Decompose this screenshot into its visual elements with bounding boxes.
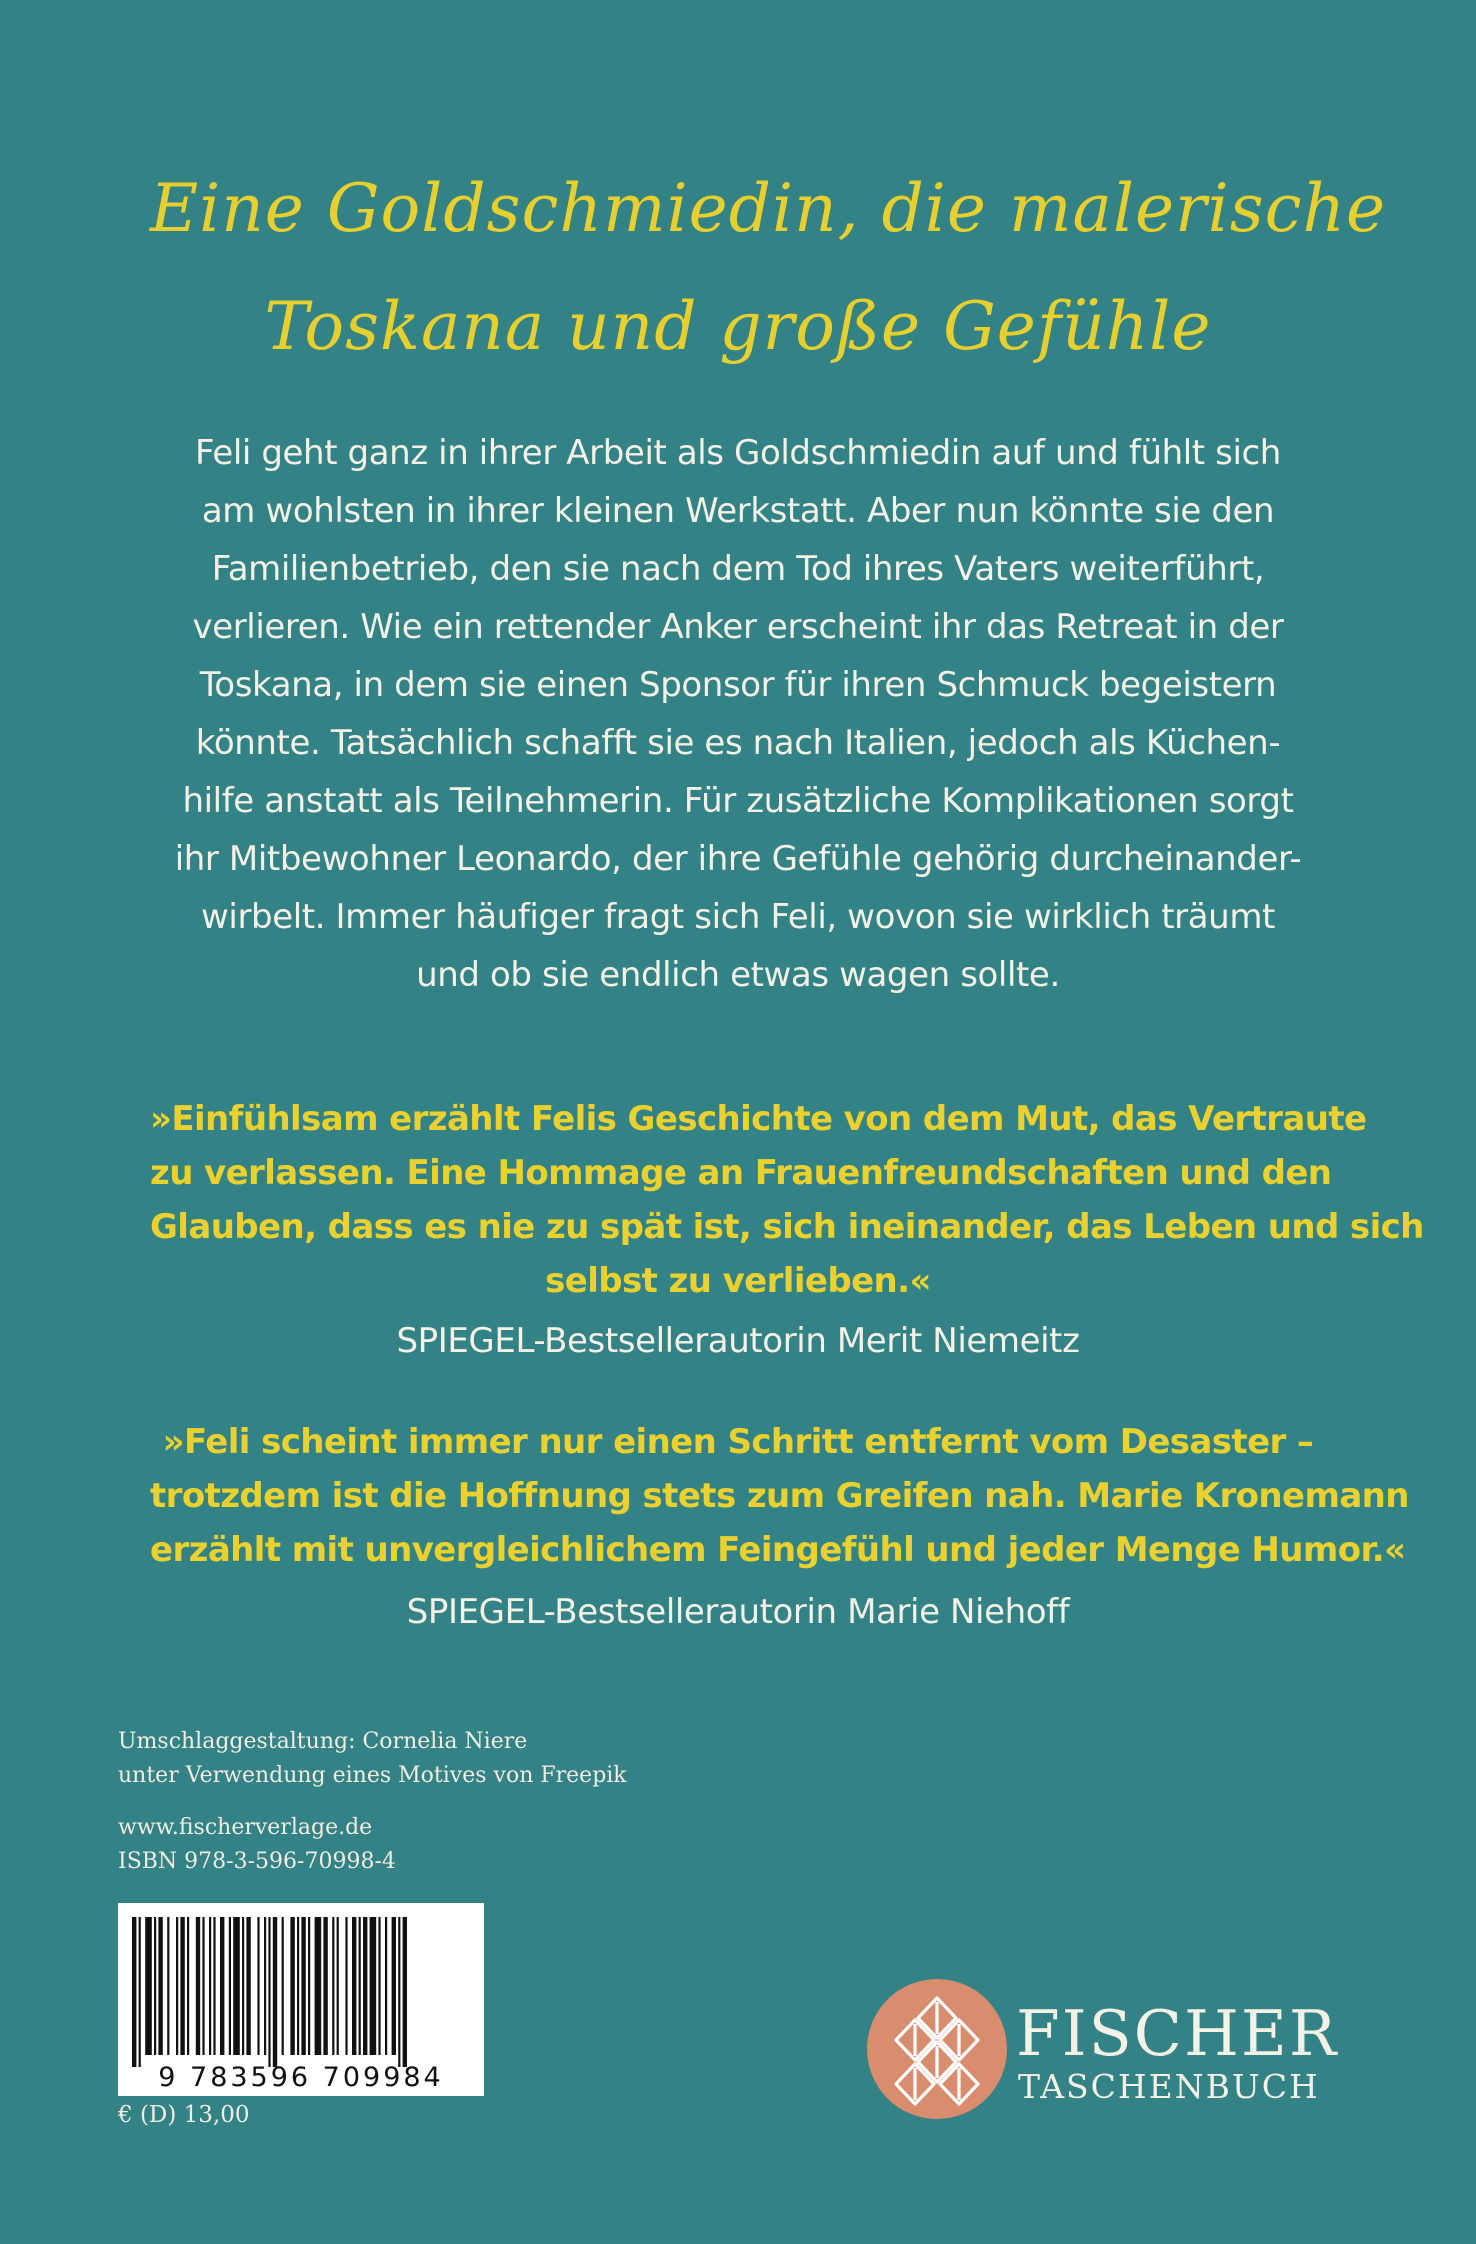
fischer-fish-logo-icon	[866, 1978, 1008, 2120]
quote-line: selbst zu verlieben.«	[545, 1261, 931, 1301]
barcode-bars	[118, 1903, 484, 2096]
quote-line: »Feli scheint immer nur einen Schritt entfernt vom Desaster –	[162, 1422, 1314, 1462]
barcode-bar	[158, 1917, 162, 2055]
barcode-bar	[363, 1917, 367, 2055]
price-label: € (D) 13,00	[118, 2102, 250, 2128]
blurb-line: und ob sie endlich etwas wagen sollte.	[416, 955, 1060, 995]
isbn-barcode	[118, 1903, 484, 2096]
barcode-digits: 9 783596 709984	[158, 2062, 444, 2093]
quote-line: »Einfühlsam erzählt Felis Geschichte von dem Mut, das Vertraute	[150, 1099, 1367, 1139]
tagline-line-1: Eine Goldschmiedin, die malerische	[150, 170, 1387, 247]
isbn-number: ISBN 978-3-596-70998-4	[118, 1849, 396, 1874]
barcode-bar	[359, 1917, 361, 2055]
blurb-line: Feli geht ganz in ihrer Arbeit als Goldschmiedin auf und fühlt sich	[195, 433, 1281, 473]
barcode-bar	[145, 1917, 152, 2055]
cover-tagline	[150, 150, 1387, 386]
blurb-line: Toskana, in dem sie einen Sponsor für ihren Schmuck begeistern	[199, 665, 1277, 705]
barcode-bar	[180, 1917, 184, 2055]
barcode-bar	[187, 1917, 189, 2055]
barcode-bar	[315, 1917, 322, 2055]
blurb-line: verlieren. Wie ein rettender Anker erscheint ihr das Retreat in der	[192, 607, 1284, 647]
blurb-line: ihr Mitbewohner Leonardo, der ihre Gefühle gehörig durcheinander-	[174, 839, 1302, 879]
barcode-bar	[398, 1917, 400, 2067]
quote-line: zu verlassen. Eine Hommage an Frauenfreundschaften und den	[150, 1153, 1332, 1193]
barcode-bar	[132, 1917, 136, 2067]
blurb-line: könnte. Tatsächlich schafft sie es nach Italien, jedoch als Küchen-	[195, 723, 1281, 763]
tagline-line-2: Toskana und große Gefühle	[264, 288, 1212, 365]
barcode-bar	[308, 1917, 310, 2055]
barcode-bar	[301, 1917, 305, 2055]
barcode-bar	[264, 1917, 266, 2055]
barcode-bar	[154, 1917, 156, 2055]
review-quote-2	[150, 1415, 1409, 1577]
barcode-bar	[337, 1917, 339, 2055]
quote-line: Glauben, dass es nie zu spät ist, sich ineinander, das Leben und sich	[150, 1207, 1424, 1247]
barcode-bar	[323, 1917, 327, 2055]
blurb-line: hilfe anstatt als Teilnehmerin. Für zusätzliche Komplikationen sorgt	[182, 781, 1294, 821]
quote-1-attribution: SPIEGEL-Bestsellerautorin Merit Niemeitz	[396, 1321, 1080, 1361]
quote-line: erzählt mit unvergleichlichem Feingefühl und jeder Menge Humor.«	[150, 1530, 1406, 1570]
publisher-name: FISCHER	[1016, 1997, 1339, 2070]
barcode-bar	[345, 1917, 347, 2055]
barcode-bar	[268, 1917, 270, 2067]
barcode-bar	[257, 1917, 259, 2055]
barcode-bar	[297, 1917, 299, 2055]
barcode-bar	[233, 1917, 240, 2055]
barcode-bar	[167, 1917, 169, 2055]
barcode-bar	[213, 1917, 215, 2055]
barcode-bar	[139, 1917, 141, 2067]
blurb-line: Familienbetrieb, den sie nach dem Tod ihres Vaters weiterführt,	[211, 549, 1265, 589]
barcode-bar	[403, 1917, 407, 2067]
cover-design-credit	[118, 1725, 627, 1793]
barcode-bar	[246, 1917, 250, 2055]
barcode-bar	[202, 1917, 204, 2055]
barcode-bar	[273, 1917, 277, 2067]
barcode-bar	[392, 1917, 396, 2055]
barcode-bar	[352, 1917, 356, 2055]
book-blurb	[150, 424, 1326, 1004]
barcode-bar	[220, 1917, 224, 2055]
review-quote-1	[150, 1092, 1424, 1308]
publisher-website: www.fischerverlage.de	[118, 1815, 373, 1840]
barcode-bar	[196, 1917, 200, 2055]
design-credit-line: Umschlaggestaltung: Cornelia Niere	[118, 1729, 528, 1754]
barcode-bar	[332, 1917, 334, 2055]
barcode-bar	[370, 1917, 377, 2055]
blurb-line: am wohlsten in ihrer kleinen Werkstatt. Aber nun könnte sie den	[201, 491, 1275, 531]
barcode-bar	[176, 1917, 178, 2055]
barcode-bar	[229, 1917, 231, 2055]
publisher-imprint: TASCHENBUCH	[1018, 2067, 1320, 2106]
blurb-line: wirbelt. Immer häufiger fragt sich Feli, wovon sie wirklich träumt	[201, 897, 1275, 937]
design-credit-line: unter Verwendung eines Motives von Freepik	[118, 1763, 627, 1788]
quote-2-attribution: SPIEGEL-Bestsellerautorin Marie Niehoff	[406, 1592, 1070, 1632]
barcode-bar	[282, 1917, 284, 2055]
barcode-bar	[290, 1917, 294, 2055]
barcode-bar	[378, 1917, 380, 2055]
quote-line: trotzdem ist die Hoffnung stets zum Greifen nah. Marie Kronemann	[150, 1476, 1409, 1516]
barcode-bar	[385, 1917, 387, 2055]
barcode-bar	[242, 1917, 244, 2055]
publisher-info	[118, 1811, 396, 1879]
barcode-bar	[209, 1917, 211, 2055]
